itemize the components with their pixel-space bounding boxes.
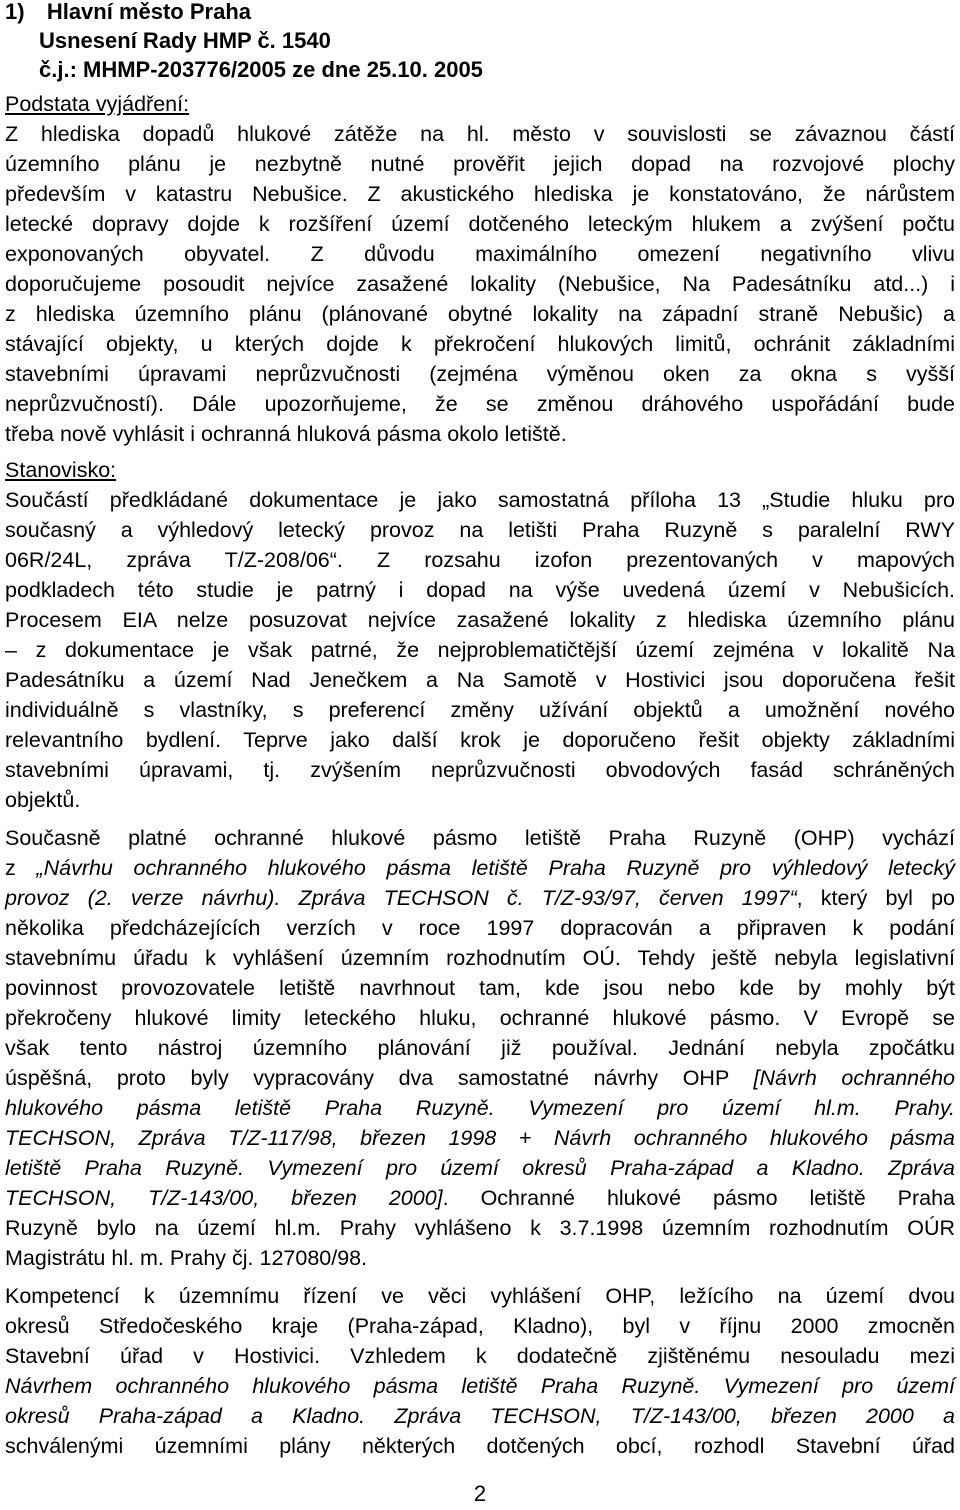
- stanovisko-p2-line: povinnost provozovatele letiště navrhnout tam, kde jsou nebo kde by mohly být: [5, 976, 955, 1000]
- podstata-line: územního plánu je nezbytně nutné prověřit jejich dopad na rozvojové plochy: [5, 152, 955, 176]
- heading-title-line: [5, 0, 955, 28]
- stanovisko-p2-line: však tento nástroj územního plánování již používal. Jednání nebyla zpočátku: [5, 1036, 955, 1060]
- podstata-line: letecké dopravy dojde k rozšíření území dotčeného leteckým hlukem a zvýšení počtu: [5, 212, 955, 236]
- podstata-label: Podstata vyjádření:: [5, 92, 190, 116]
- stanovisko-p2-line: TECHSON, Zpráva T/Z-117/98, březen 1998 + Návrh ochranného hlukového pásma: [5, 1126, 955, 1150]
- stanovisko-p1-line: objektů.: [5, 788, 81, 812]
- podstata-line: stavebními úpravami neprůzvučnosti (zejména výměnou oken za okna s vyšší: [5, 362, 955, 386]
- podstata-line: Z hlediska dopadů hlukové zátěže na hl. město v souvislosti se závaznou částí: [5, 122, 955, 146]
- stanovisko-p2-line: několika předcházejících verzích v roce 1997 dopracován a připraven k podání: [5, 916, 955, 940]
- stanovisko-p3-line: okresů Praha-západ a Kladno. Zpráva TECHSON, T/Z-143/00, březen 2000 a: [5, 1404, 955, 1428]
- stanovisko-p2-line: z „Návrhu ochranného hlukového pásma letiště Praha Ruzyně pro výhledový letecký: [5, 856, 955, 880]
- podstata-line: třeba nově vyhlásit i ochranná hluková pásma okolo letiště.: [5, 422, 567, 446]
- stanovisko-p1-line: Padesátníku a území Nad Jenečkem a Na Samotě v Hostivici jsou doporučena řešit: [5, 668, 955, 692]
- stanovisko-p1-line: podkladech této studie je patrný i dopad na výše uvedená území v Nebušicích.: [5, 578, 955, 602]
- resolution-line: Usnesení Rady HMP č. 1540: [39, 28, 331, 53]
- podstata-line: především v katastru Nebušice. Z akustického hlediska je konstatováno, že nárůstem: [5, 182, 955, 206]
- podstata-line: z hlediska územního plánu (plánované obytné lokality na západní straně Nebušic) a: [5, 302, 955, 326]
- stanovisko-p2-line: letiště Praha Ruzyně. Vymezení pro území okresů Praha-západ a Kladno. Zpráva: [5, 1156, 955, 1180]
- stanovisko-p1-line: relevantního bydlení. Teprve jako další krok je doporučeno řešit objekty základními: [5, 728, 955, 752]
- stanovisko-p3-line: Kompetencí k územnímu řízení ve věci vyhlášení OHP, ležícího na území dvou: [5, 1284, 955, 1308]
- stanovisko-p3-line: schválenými územními plány některých dotčených obcí, rozhodl Stavební úřad: [5, 1434, 955, 1458]
- stanovisko-p2-line: stavebnímu úřadu k vyhlášení územním rozhodnutím OÚ. Tehdy ještě nebyla legislativní: [5, 946, 955, 970]
- podstata-line: neprůzvučností). Dále upozorňujeme, že se změnou dráhového uspořádání bude: [5, 392, 955, 416]
- podstata-line: stávající objekty, u kterých dojde k překročení hlukových limitů, ochránit základními: [5, 332, 955, 356]
- stanovisko-p1-line: individuálně s vlastníky, s preferencí změny užívání objektů a umožnění nového: [5, 698, 955, 722]
- heading-title: Hlavní město Praha: [46, 0, 251, 24]
- stanovisko-p1-line: stavebními úpravami, tj. zvýšením neprůzvučnosti obvodových fasád schráněných: [5, 758, 955, 782]
- heading-number: 1): [5, 0, 25, 24]
- podstata-line: exponovaných obyvatel. Z důvodu maximálního omezení negativního vlivu: [5, 242, 955, 266]
- reference-line: č.j.: MHMP-203776/2005 ze dne 25.10. 2005: [39, 57, 483, 82]
- stanovisko-p2-line: TECHSON, T/Z-143/00, březen 2000]. Ochranné hlukové pásmo letiště Praha: [5, 1186, 955, 1210]
- stanovisko-p2-line: úspěšná, proto byly vypracovány dva samostatné návrhy OHP [Návrh ochranného: [5, 1066, 955, 1090]
- stanovisko-p1-line: Součástí předkládané dokumentace je jako samostatná příloha 13 „Studie hluku pro: [5, 488, 955, 512]
- podstata-line: doporučujeme posoudit nejvíce zasažené lokality (Nebušice, Na Padesátníku atd...) i: [5, 272, 955, 296]
- stanovisko-p2-line: Ruzyně bylo na území hl.m. Prahy vyhlášeno k 3.7.1998 územním rozhodnutím OÚR: [5, 1216, 955, 1240]
- stanovisko-p3-line: Stavební úřad v Hostivici. Vzhledem k dodatečně zjištěnému nesouladu mezi: [5, 1344, 955, 1368]
- stanovisko-p2-line: překročeny hlukové limity leteckého hluku, ochranné hlukové pásmo. V Evropě se: [5, 1006, 955, 1030]
- stanovisko-p2-line: Magistrátu hl. m. Prahy čj. 127080/98.: [5, 1246, 368, 1270]
- stanovisko-p1-line: 06R/24L, zpráva T/Z-208/06“. Z rozsahu izofon prezentovaných v mapových: [5, 548, 955, 572]
- stanovisko-p1-line: – z dokumentace je však patrné, že nejproblematičtější území zejména v lokalitě Na: [5, 638, 955, 662]
- stanovisko-p2-line: provoz (2. verze návrhu). Zpráva TECHSON č. T/Z-93/97, červen 1997“, který byl po: [5, 886, 955, 910]
- stanovisko-p1-line: Procesem EIA nelze posuzovat nejvíce zasažené lokality z hlediska územního plánu: [5, 608, 955, 632]
- stanovisko-p2-line: hlukového pásma letiště Praha Ruzyně. Vymezení pro území hl.m. Prahy.: [5, 1096, 955, 1120]
- stanovisko-label: Stanovisko:: [5, 458, 117, 482]
- stanovisko-p3-line: Návrhem ochranného hlukového pásma letiště Praha Ruzyně. Vymezení pro území: [5, 1374, 955, 1398]
- page-number: 2: [473, 1481, 487, 1506]
- stanovisko-p2-line: Současně platné ochranné hlukové pásmo letiště Praha Ruzyně (OHP) vychází: [5, 826, 955, 850]
- stanovisko-p3-line: okresů Středočeského kraje (Praha-západ, Kladno), byl v říjnu 2000 zmocněn: [5, 1314, 955, 1338]
- stanovisko-p1-line: současný a výhledový letecký provoz na letišti Praha Ruzyně s paralelní RWY: [5, 518, 955, 542]
